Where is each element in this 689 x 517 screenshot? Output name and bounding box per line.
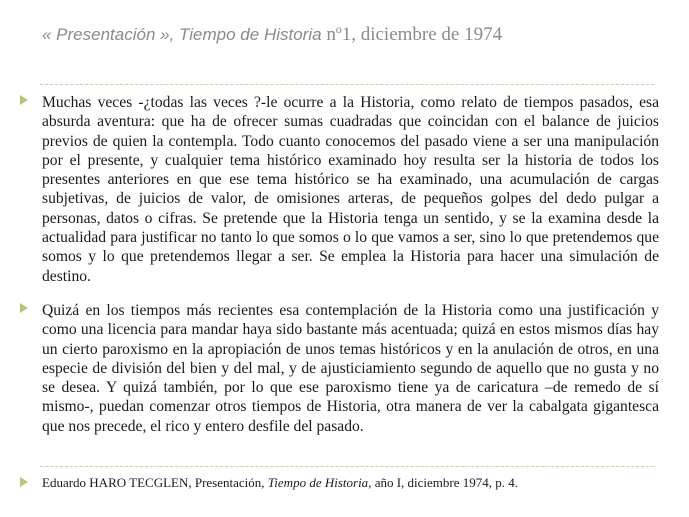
source-citation xyxy=(42,475,662,491)
title-separator: , xyxy=(169,25,180,44)
title-quoted: « Presentación » xyxy=(42,25,170,44)
slide-title xyxy=(42,24,682,46)
bullet-triangle-icon xyxy=(20,303,28,313)
quote-paragraph-2: Quizá en los tiempos más recientes esa contemplación de la Historia como una justificación y como una licencia para mandar haya sido bastante más acentuada; quizá en estos mismos días hay un cierto paroxismo en la apropiación de unos temas históricos y en la anulación de otros, en una especie de división del bien y del mal, y de ajusticiamiento segundo de aquello que no gusta y no se desea. Y quizá también, por lo que ese paroxismo tiene ya de caricatura –de remedo de sí mismo-, puedan comenzar otros tiempos de Historia, otra manera de ver la cabalgata gigantesca que nos precede, el rico y entero desfile del pasado. xyxy=(42,302,659,435)
top-divider xyxy=(40,84,654,85)
title-issue: nº1, diciembre de 1974 xyxy=(321,24,503,45)
quote-paragraph-1: Muchas veces -¿todas las veces ?-le ocurre a la Historia, como relato de tiempos pasados, esa absurda aventura: que ha de ofrecer sumas cuadradas que coincidan con el balance de juicios previos de quien la contempla. Todo cuanto conocemos del pasado viene a ser una manipulación por el presente, y cualquier tema histórico examinado hoy resulta ser la historia de todos los presentes anteriores en que ese tema histórico se ha examinado, una acumulación de cargas subjetivas, de juicios de valor, de omisiones arteras, de pequeños golpes del dedo pulgar a personas, datos o cifras. Se pretende que la Historia tenga un sentido, y se la examina desde la actualidad para justificar no tanto lo que somos o lo que vamos a ser, sino lo que pretendemos que somos y lo que pretendemos llegar a ser. Se emplea la Historia para hacer una simulación de destino. xyxy=(42,94,659,285)
title-journal: Tiempo de Historia xyxy=(179,25,322,44)
bottom-divider xyxy=(40,466,654,467)
bullet-triangle-icon xyxy=(20,477,28,487)
bullet-triangle-icon xyxy=(20,95,28,105)
source-details: , año I, diciembre 1974, p. 4. xyxy=(368,475,519,490)
source-author: Eduardo HARO TECGLEN, Presentación, xyxy=(42,475,268,490)
source-journal: Tiempo de Historia xyxy=(267,475,369,490)
